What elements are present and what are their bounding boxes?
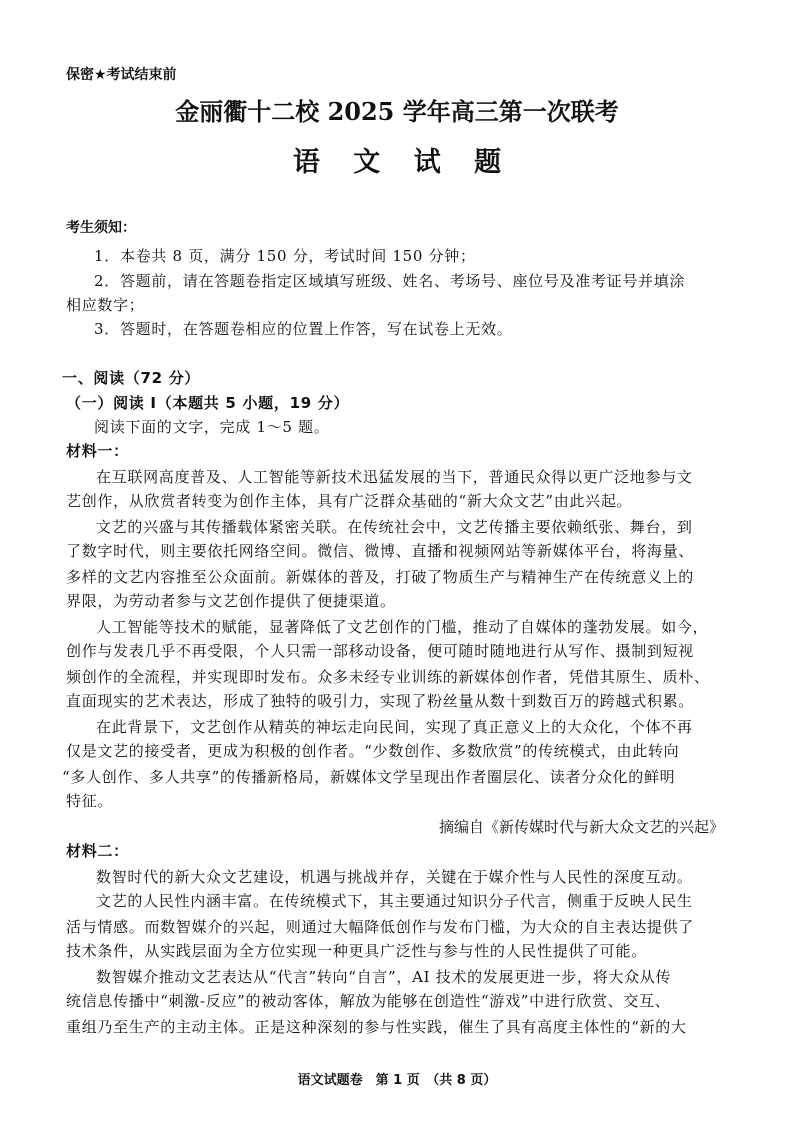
material-1-line: 在此背景下，文艺创作从精英的神坛走向民间，实现了真正意义上的大众化，个体不再: [96, 718, 693, 736]
notice-heading: 考生须知：: [66, 220, 136, 236]
confidential-label: 保密★考试结束前: [66, 67, 177, 83]
material-2-line: 统信息传播中“刺激-反应”的被动客体，解放为能够在创造性“游戏”中进行欣赏、交互、: [66, 992, 671, 1010]
material-1-source: 摘编自《新传媒时代与新大众文艺的兴起》: [438, 818, 724, 836]
material-1-line: 了数字时代，则主要依托网络空间。微信、微博、直播和视频网站等新媒体平台，将海量、: [66, 542, 695, 560]
material-1-line: 在互联网高度普及、人工智能等新技术迅猛发展的当下，普通民众得以更广泛地参与文: [96, 468, 693, 486]
section-subheading: （一）阅读 I（本题共 5 小题，19 分）: [66, 394, 350, 412]
notice-item: 2．答题前，请在答题卷指定区域填写班级、姓名、考场号、座位号及准考证号并填涂: [94, 272, 686, 290]
notice-item: 3．答题时，在答题卷相应的位置上作答，写在试卷上无效。: [94, 320, 513, 338]
material-2-line: 技术条件，从实践层面为全方位实现一种更具广泛性与参与性的人民性提供了可能。: [66, 942, 647, 960]
section-instruction: 阅读下面的文字，完成 1～5 题。: [94, 418, 330, 436]
material-1-line: 人工智能等技术的赋能，显著降低了文艺创作的门槛，推动了自媒体的蓬勃发展。如今，: [96, 618, 709, 636]
material-1-line: 直面现实的艺术表达，形成了独特的吸引力，实现了粉丝量从数十到数百万的跨越式积累。: [66, 692, 695, 710]
material-2-line: 数智媒介推动文艺表达从“代言”转向“自言”，AI 技术的发展更进一步，将大众从传: [96, 968, 672, 986]
material-2-line: 活与情感。而数智媒介的兴起，则通过大幅降低创作与发布门槛，为大众的自主表达提供了: [66, 918, 695, 936]
material-2-line: 重组乃至生产的主动主体。正是这种深刻的参与性实践，催生了具有高度主体性的“新的大: [66, 1018, 687, 1036]
subject-title: 语 文 试 题: [292, 147, 514, 178]
exam-title: 金丽衢十二校 2025 学年高三第一次联考: [175, 97, 619, 126]
material-1-line: 仅是文艺的接受者，更成为积极的创作者。“少数创作、多数欣赏”的传统模式，由此转向: [66, 742, 680, 760]
material-1-line: 文艺的兴盛与其传播载体紧密关联。在传统社会中，文艺传播主要依赖纸张、舞台，到: [96, 518, 693, 536]
material-1-line: “多人创作、多人共享”的传播新格局，新媒体文学呈现出作者圈层化、读者分众化的鲜明: [62, 768, 676, 786]
material-1-line: 多样的文艺内容推至公众面前。新媒体的普及，打破了物质生产与精神生产在传统意义上的: [66, 568, 695, 586]
material-2-line: 文艺的人民性内涵丰富。在传统模式下，其主要通过知识分子代言，侧重于反映人民生: [96, 892, 693, 910]
material-1-line: 艺创作，从欣赏者转变为创作主体，具有广泛群众基础的“新大众文艺”由此兴起。: [66, 492, 633, 510]
material-1-line: 界限，为劳动者参与文艺创作提供了便捷渠道。: [66, 592, 396, 610]
material-2-line: 数智时代的新大众文艺建设，机遇与挑战并存，关键在于媒介性与人民性的深度互动。: [96, 868, 693, 886]
notice-item: 相应数字；: [66, 296, 145, 314]
page-footer: 语文试题卷 第 1 页 （共 8 页）: [297, 1073, 497, 1088]
section-heading: 一、阅读（72 分）: [62, 369, 201, 387]
notice-item: 1．本卷共 8 页，满分 150 分，考试时间 150 分钟；: [94, 247, 476, 265]
material-1-label: 材料一：: [66, 442, 129, 460]
material-1-line: 特征。: [66, 792, 114, 810]
material-1-line: 频创作的全流程，并实现即时发布。众多未经专业训练的新媒体创作者，凭借其原生、质朴、: [66, 668, 710, 686]
material-1-line: 创作与发表几乎不再受限，个人只需一部移动设备，便可随时随地进行从写作、摄制到短视: [66, 642, 695, 660]
material-2-label: 材料二：: [66, 842, 129, 860]
